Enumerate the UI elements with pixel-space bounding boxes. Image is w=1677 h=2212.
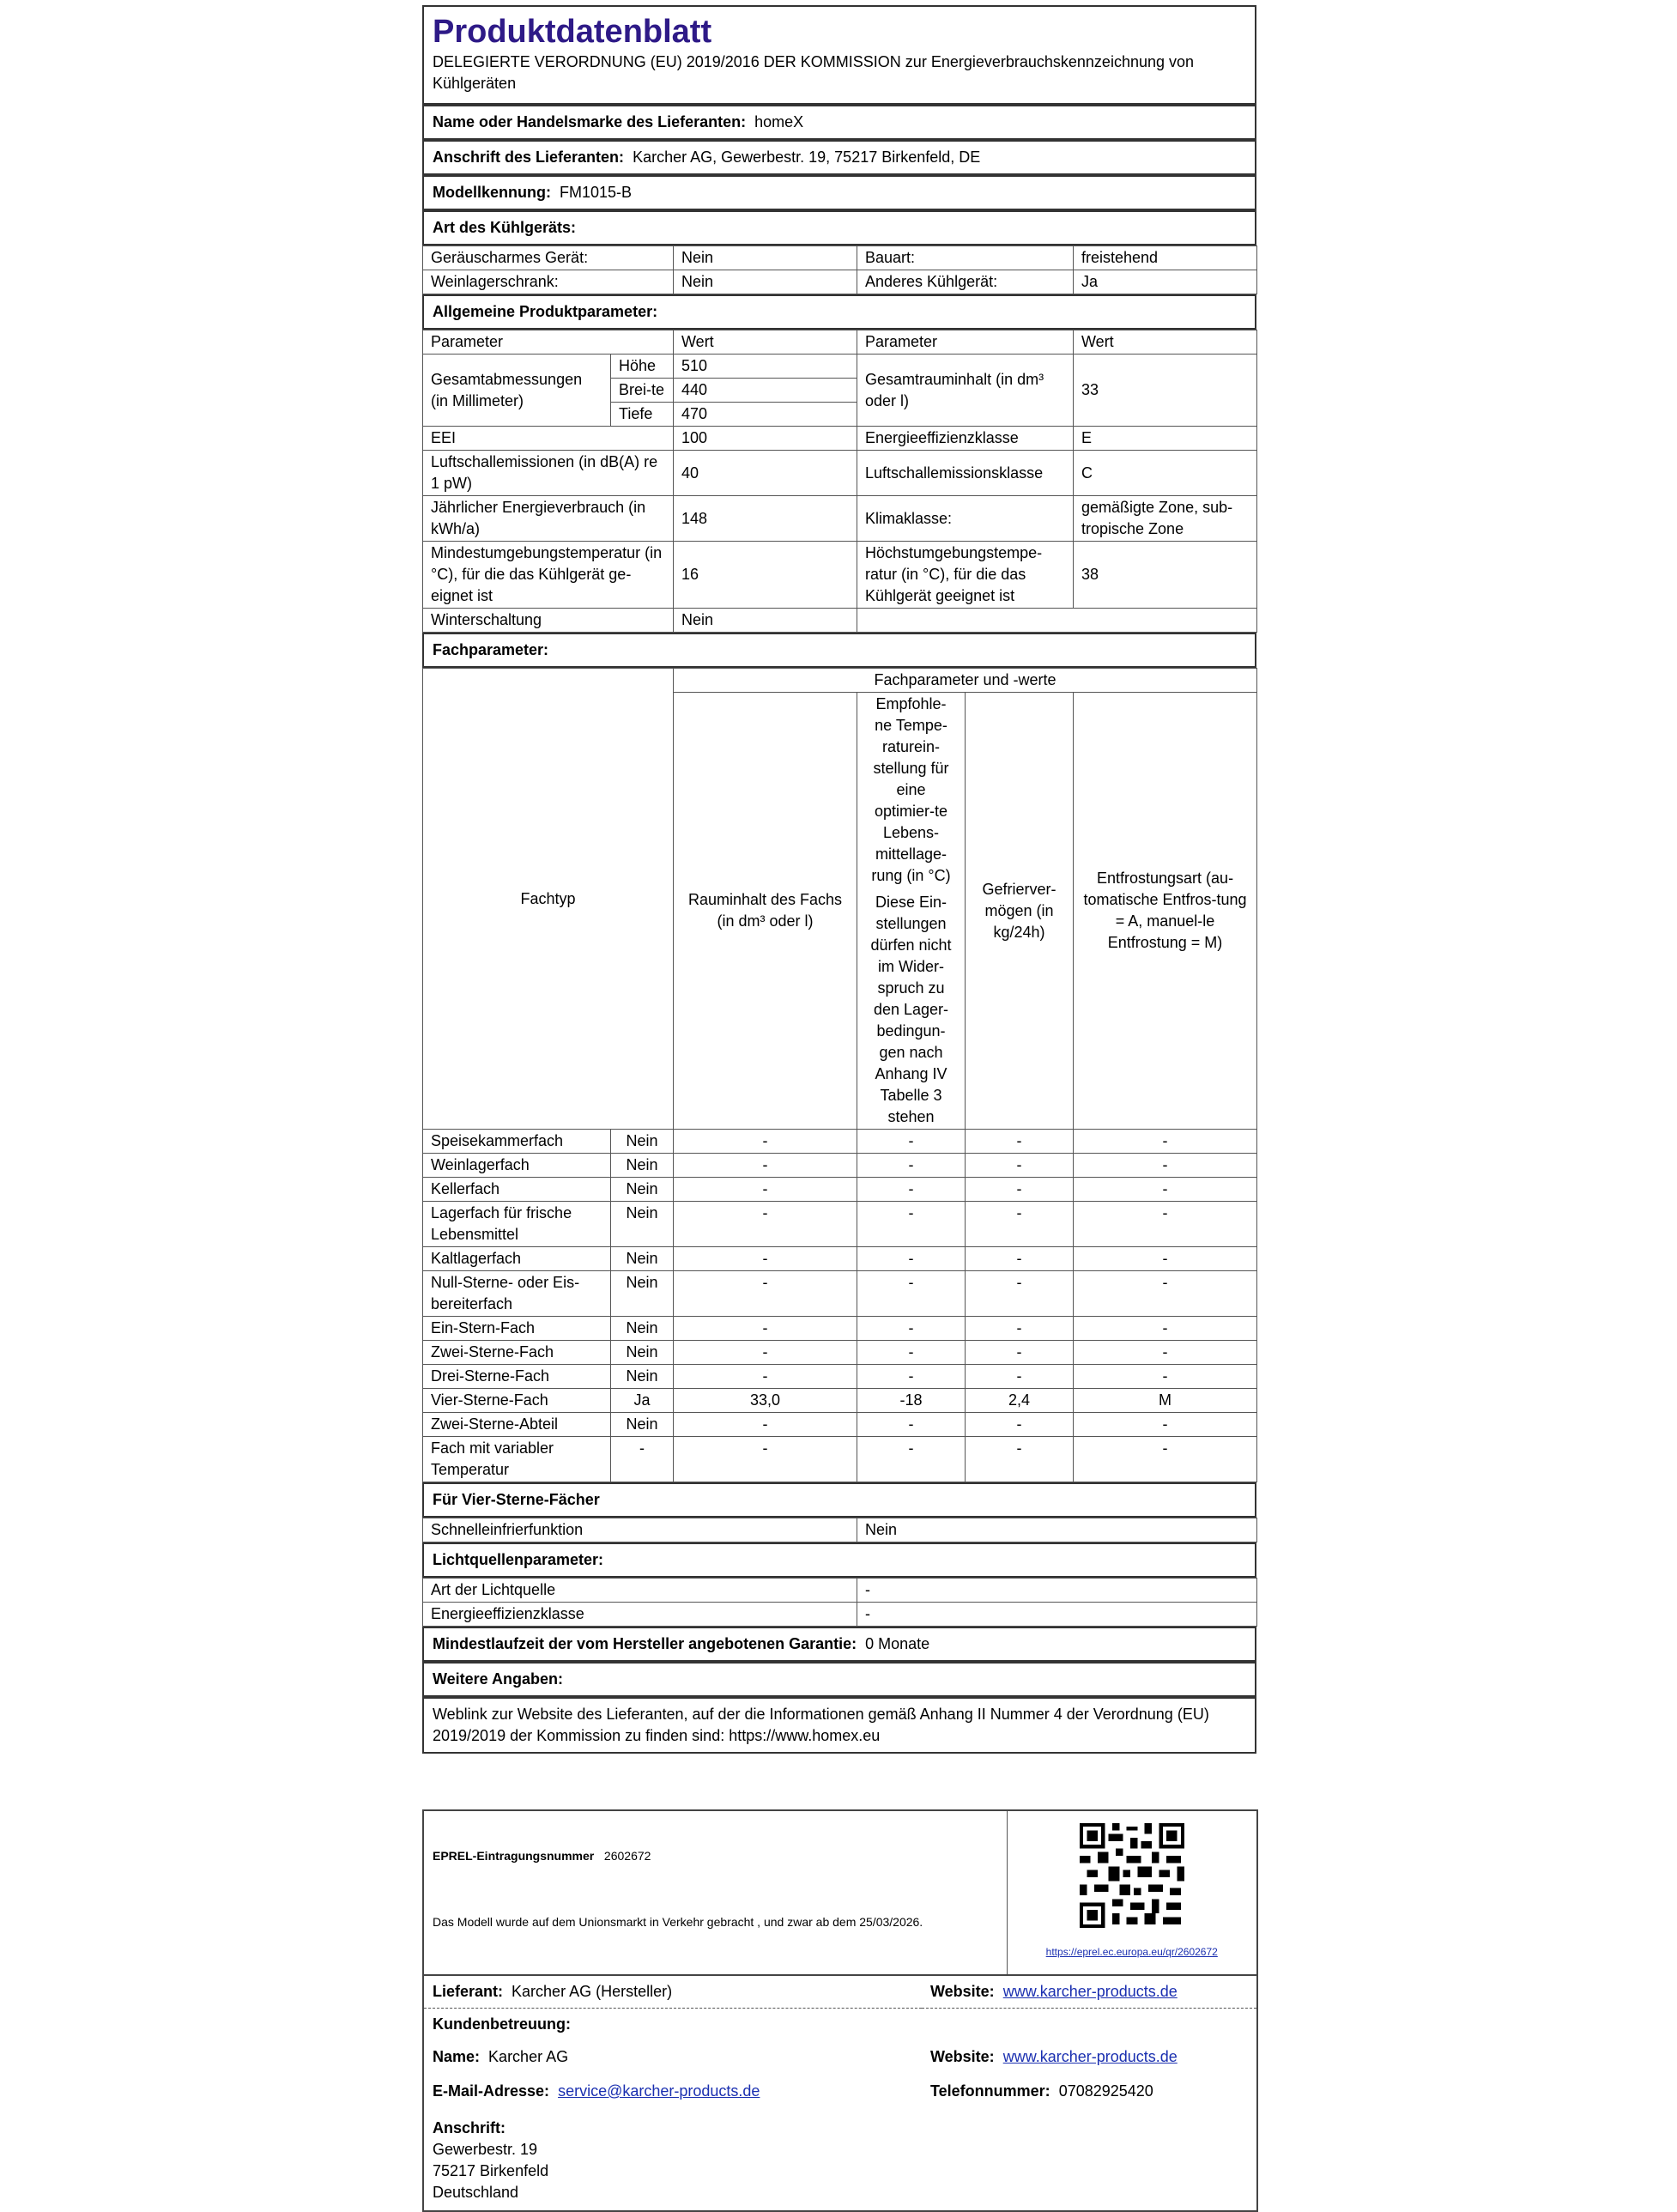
compartment-name: Lagerfach für frische Lebensmittel [423, 1202, 611, 1247]
light-class-label: Energieeffizienzklasse [423, 1603, 857, 1627]
type-label: Geräuscharmes Gerät: [423, 246, 674, 270]
supplier-name-row [422, 105, 1256, 140]
compartment-temp: - [857, 1130, 966, 1154]
type-value: Nein [674, 270, 857, 294]
compartment-defrost: - [1074, 1341, 1257, 1365]
further-heading: Weitere Angaben: [423, 1663, 1256, 1696]
table-row [423, 451, 1257, 496]
table-row [423, 1202, 1257, 1247]
page-title: Produktdatenblatt [433, 14, 712, 50]
type-value: freistehend [1074, 246, 1257, 270]
type-label: Weinlagerschrank: [423, 270, 674, 294]
table-row [423, 330, 1257, 355]
col-header: Parameter [423, 330, 674, 355]
col-volume: Rauminhalt des Fachs (in dm³ oder l) [674, 693, 857, 1130]
compartment-present: Nein [611, 1317, 674, 1341]
table-row [423, 355, 1257, 379]
general-table [422, 330, 1257, 633]
phone-value: 07082925420 [1058, 2082, 1153, 2100]
width-value: 440 [674, 379, 857, 403]
four-star-table [422, 1518, 1257, 1542]
title-block [422, 5, 1256, 105]
energy-label: Jährlicher Energieverbrauch (in kWh/a) [423, 496, 674, 542]
compartment-present: Nein [611, 1247, 674, 1271]
compartment-freeze: - [966, 1317, 1074, 1341]
four-star-heading-row [422, 1482, 1256, 1518]
compartment-name: Kaltlagerfach [423, 1247, 611, 1271]
height-label: Höhe [611, 355, 674, 379]
compartment-freeze: - [966, 1178, 1074, 1202]
compartment-temp: - [857, 1202, 966, 1247]
compartment-present: Nein [611, 1178, 674, 1202]
type-table [422, 245, 1257, 294]
winter-label: Winterschaltung [423, 609, 674, 633]
compartment-freeze: - [966, 1437, 1074, 1482]
width-label: Brei-te [611, 379, 674, 403]
compartment-present: Nein [611, 1341, 674, 1365]
compartment-volume: - [674, 1317, 857, 1341]
compartment-temp: -18 [857, 1389, 966, 1413]
compartment-freeze: - [966, 1271, 1074, 1317]
compartment-name: Vier-Sterne-Fach [423, 1389, 611, 1413]
website2-link[interactable]: www.karcher-products.de [1002, 2048, 1178, 2065]
table-row [423, 1341, 1257, 1365]
compartment-volume: - [674, 1341, 857, 1365]
compartment-defrost: - [1074, 1365, 1257, 1389]
compartment-name: Zwei-Sterne-Fach [423, 1341, 611, 1365]
table-row [423, 1271, 1257, 1317]
compartment-temp: - [857, 1341, 966, 1365]
min-temp-value: 16 [674, 542, 857, 609]
compartment-temp: - [857, 1247, 966, 1271]
fast-freeze-value: Nein [857, 1518, 1257, 1542]
website-link[interactable]: www.karcher-products.de [1002, 1983, 1178, 2000]
table-row [423, 1154, 1257, 1178]
table-row [423, 427, 1257, 451]
general-heading: Allgemeine Produktparameter: [423, 295, 1256, 329]
table-row [423, 1603, 1257, 1627]
compartment-freeze: - [966, 1247, 1074, 1271]
compartment-defrost: - [1074, 1247, 1257, 1271]
supplier-address-label: Anschrift des Lieferanten: [433, 148, 625, 166]
volume-label: Gesamtrauminhalt (in dm³ oder l) [857, 355, 1074, 427]
class-value: E [1074, 427, 1257, 451]
compartment-present: Nein [611, 1365, 674, 1389]
compartments-table [422, 668, 1257, 1482]
general-heading-row [422, 294, 1256, 330]
compartment-volume: - [674, 1202, 857, 1247]
eprel-value: 2602672 [603, 1849, 651, 1863]
compartment-freeze: - [966, 1413, 1074, 1437]
type-heading-row [422, 210, 1256, 245]
compartment-volume: - [674, 1178, 857, 1202]
light-class-value: - [857, 1603, 1257, 1627]
table-row [423, 609, 1257, 633]
contact-address-line: Deutschland [433, 2184, 519, 2201]
table-row [423, 669, 1257, 693]
contact-name-value: Karcher AG [488, 2048, 569, 2065]
compartment-freeze: - [966, 1202, 1074, 1247]
compartment-present: Ja [611, 1389, 674, 1413]
col-defrost: Entfrostungsart (au-tomatische Entfros-tung = A, manuel-le Entfrostung = M) [1074, 693, 1257, 1130]
further-text: Weblink zur Website des Lieferanten, auf der die Informationen gemäß Anhang II Nummer 4 der Verordnung (EU) 2019/2019 der Kommission zu finden sind: https://www.homex.eu [423, 1698, 1256, 1753]
compartment-temp: - [857, 1413, 966, 1437]
warranty-label: Mindestlaufzeit der vom Hersteller angebotenen Garantie: [433, 1635, 857, 1652]
winter-value: Nein [674, 609, 857, 633]
compartment-temp: - [857, 1365, 966, 1389]
contact-address-line: Gewerbestr. 19 [433, 2141, 538, 2158]
compartment-defrost: M [1074, 1389, 1257, 1413]
col-fachtyp: Fachtyp [423, 669, 674, 1130]
compartment-defrost: - [1074, 1154, 1257, 1178]
compartment-present: - [611, 1437, 674, 1482]
contact-name-label: Name: [433, 2048, 481, 2065]
contact-box [422, 1976, 1258, 2212]
table-row [423, 496, 1257, 542]
compartment-name: Fach mit variabler Temperatur [423, 1437, 611, 1482]
compartment-freeze: - [966, 1130, 1074, 1154]
eprel-box [422, 1809, 1258, 1976]
eei-label: EEI [423, 427, 674, 451]
further-heading-row [422, 1662, 1256, 1697]
compartment-volume: - [674, 1413, 857, 1437]
type-value: Nein [674, 246, 857, 270]
compartment-temp: - [857, 1437, 966, 1482]
model-value: FM1015-B [560, 184, 633, 201]
service-heading: Kundenbetreuung: [433, 2015, 571, 2033]
regulation-text: DELEGIERTE VERORDNUNG (EU) 2019/2016 DER KOMMISSION zur Energieverbrauchskennzeichnung von Kühlgeräten [433, 53, 1195, 92]
compartment-defrost: - [1074, 1130, 1257, 1154]
model-row [422, 175, 1256, 210]
product-data-sheet [422, 5, 1256, 1754]
type-value: Ja [1074, 270, 1257, 294]
compartment-volume: - [674, 1365, 857, 1389]
compartment-volume: - [674, 1271, 857, 1317]
table-row [423, 542, 1257, 609]
compartment-present: Nein [611, 1413, 674, 1437]
compartment-name: Null-Sterne- oder Eis-bereiterfach [423, 1271, 611, 1317]
table-row [423, 1365, 1257, 1389]
light-type-label: Art der Lichtquelle [423, 1579, 857, 1603]
compartment-name: Drei-Sterne-Fach [423, 1365, 611, 1389]
qr-code-icon[interactable] [1080, 1823, 1184, 1928]
warranty-row [422, 1627, 1256, 1662]
table-row [423, 1579, 1257, 1603]
table-row [423, 1518, 1257, 1542]
col-temp [857, 693, 966, 1130]
compartment-defrost: - [1074, 1437, 1257, 1482]
noise-class-label: Luftschallemissionsklasse [857, 451, 1074, 496]
depth-value: 470 [674, 403, 857, 427]
compartment-freeze: - [966, 1365, 1074, 1389]
compartment-defrost: - [1074, 1317, 1257, 1341]
supplier-name-label: Name oder Handelsmarke des Lieferanten: [433, 113, 747, 130]
empty-cell [857, 609, 1257, 633]
light-type-value: - [857, 1579, 1257, 1603]
compartment-freeze: - [966, 1154, 1074, 1178]
compartment-present: Nein [611, 1271, 674, 1317]
table-row [423, 1178, 1257, 1202]
email-link[interactable]: service@karcher-products.de [558, 2082, 760, 2100]
supplier-address-row [422, 140, 1256, 175]
compartment-volume: 33,0 [674, 1389, 857, 1413]
model-label: Modellkennung: [433, 184, 551, 201]
website-label: Website: [930, 1983, 995, 2000]
min-temp-label: Mindestumgebungstemperatur (in °C), für die das Kühlgerät ge-eignet ist [423, 542, 674, 609]
compartment-volume: - [674, 1130, 857, 1154]
light-heading-row [422, 1542, 1256, 1578]
type-label: Bauart: [857, 246, 1074, 270]
noise-class-value: C [1074, 451, 1257, 496]
light-table [422, 1578, 1257, 1627]
eei-value: 100 [674, 427, 857, 451]
compartment-name: Speisekammerfach [423, 1130, 611, 1154]
eprel-link[interactable]: https://eprel.ec.europa.eu/qr/2602672 [1045, 1946, 1218, 1958]
col-header: Wert [1074, 330, 1257, 355]
table-row [423, 1437, 1257, 1482]
compartments-heading-row [422, 633, 1256, 668]
type-heading: Art des Kühlgeräts: [423, 211, 1256, 245]
height-value: 510 [674, 355, 857, 379]
website2-label: Website: [930, 2048, 995, 2065]
compartment-freeze: 2,4 [966, 1389, 1074, 1413]
max-temp-value: 38 [1074, 542, 1257, 609]
col-freeze: Gefrierver-mögen (in kg/24h) [966, 693, 1074, 1130]
supplier-address-value: Karcher AG, Gewerbestr. 19, 75217 Birkenfeld, DE [633, 148, 981, 166]
table-row [423, 270, 1257, 294]
compartment-volume: - [674, 1247, 857, 1271]
eprel-footer [422, 1809, 1256, 2212]
compartments-heading: Fachparameter: [423, 633, 1256, 667]
supplier-name-value: homeX [754, 113, 804, 130]
volume-value: 33 [1074, 355, 1257, 427]
noise-value: 40 [674, 451, 857, 496]
noise-label: Luftschallemissionen (in dB(A) re 1 pW) [423, 451, 674, 496]
email-label: E-Mail-Adresse: [433, 2082, 550, 2100]
supplier-label: Lieferant: [433, 1983, 504, 2000]
group-header: Fachparameter und -werte [674, 669, 1257, 693]
depth-label: Tiefe [611, 403, 674, 427]
compartment-defrost: - [1074, 1413, 1257, 1437]
col-header: Wert [674, 330, 857, 355]
table-row [423, 1413, 1257, 1437]
climate-value: gemäßigte Zone, sub-tropische Zone [1074, 496, 1257, 542]
compartment-name: Weinlagerfach [423, 1154, 611, 1178]
market-text: Das Modell wurde auf dem Unionsmarkt in Verkehr gebracht , und zwar ab dem 25/03/2026. [433, 1915, 923, 1929]
four-star-heading: Für Vier-Sterne-Fächer [423, 1483, 1256, 1517]
compartment-temp: - [857, 1271, 966, 1317]
fast-freeze-label: Schnelleinfrierfunktion [423, 1518, 857, 1542]
warranty-value: 0 Monate [865, 1635, 930, 1652]
col-temp-a: Empfohle-ne Tempe-raturein-stellung für eine optimier-te Lebens-mittellage-rung (in °C) [871, 695, 951, 884]
contact-address-label: Anschrift: [433, 2119, 506, 2136]
compartment-present: Nein [611, 1130, 674, 1154]
compartment-volume: - [674, 1154, 857, 1178]
compartment-freeze: - [966, 1341, 1074, 1365]
climate-label: Klimaklasse: [857, 496, 1074, 542]
supplier-value: Karcher AG (Hersteller) [512, 1983, 673, 2000]
compartment-temp: - [857, 1317, 966, 1341]
compartment-name: Zwei-Sterne-Abteil [423, 1413, 611, 1437]
col-temp-b: Diese Ein-stellungen dürfen nicht im Wider-spruch zu den Lager-bedingun-gen nach Anhang IV Tabelle 3 stehen [870, 894, 952, 1125]
max-temp-label: Höchstumgebungstempe-ratur (in °C), für die das Kühlgerät geeignet ist [857, 542, 1074, 609]
type-label: Anderes Kühlgerät: [857, 270, 1074, 294]
col-header: Parameter [857, 330, 1074, 355]
compartment-defrost: - [1074, 1178, 1257, 1202]
table-row [423, 1247, 1257, 1271]
compartments-body [423, 1130, 1257, 1482]
further-text-row [422, 1697, 1256, 1754]
compartment-defrost: - [1074, 1271, 1257, 1317]
compartment-name: Ein-Stern-Fach [423, 1317, 611, 1341]
class-label: Energieeffizienzklasse [857, 427, 1074, 451]
table-row [423, 1130, 1257, 1154]
table-row [423, 1317, 1257, 1341]
compartment-present: Nein [611, 1154, 674, 1178]
compartment-present: Nein [611, 1202, 674, 1247]
compartment-name: Kellerfach [423, 1178, 611, 1202]
eprel-label: EPREL-Eintragungsnummer [433, 1849, 595, 1863]
contact-address-line: 75217 Birkenfeld [433, 2162, 549, 2179]
table-row [423, 1389, 1257, 1413]
energy-value: 148 [674, 496, 857, 542]
compartment-temp: - [857, 1154, 966, 1178]
dims-label: Gesamtabmessungen (in Millimeter) [423, 355, 611, 427]
compartment-volume: - [674, 1437, 857, 1482]
table-row [423, 246, 1257, 270]
compartment-temp: - [857, 1178, 966, 1202]
compartment-defrost: - [1074, 1202, 1257, 1247]
light-heading: Lichtquellenparameter: [423, 1543, 1256, 1577]
phone-label: Telefonnummer: [930, 2082, 1050, 2100]
